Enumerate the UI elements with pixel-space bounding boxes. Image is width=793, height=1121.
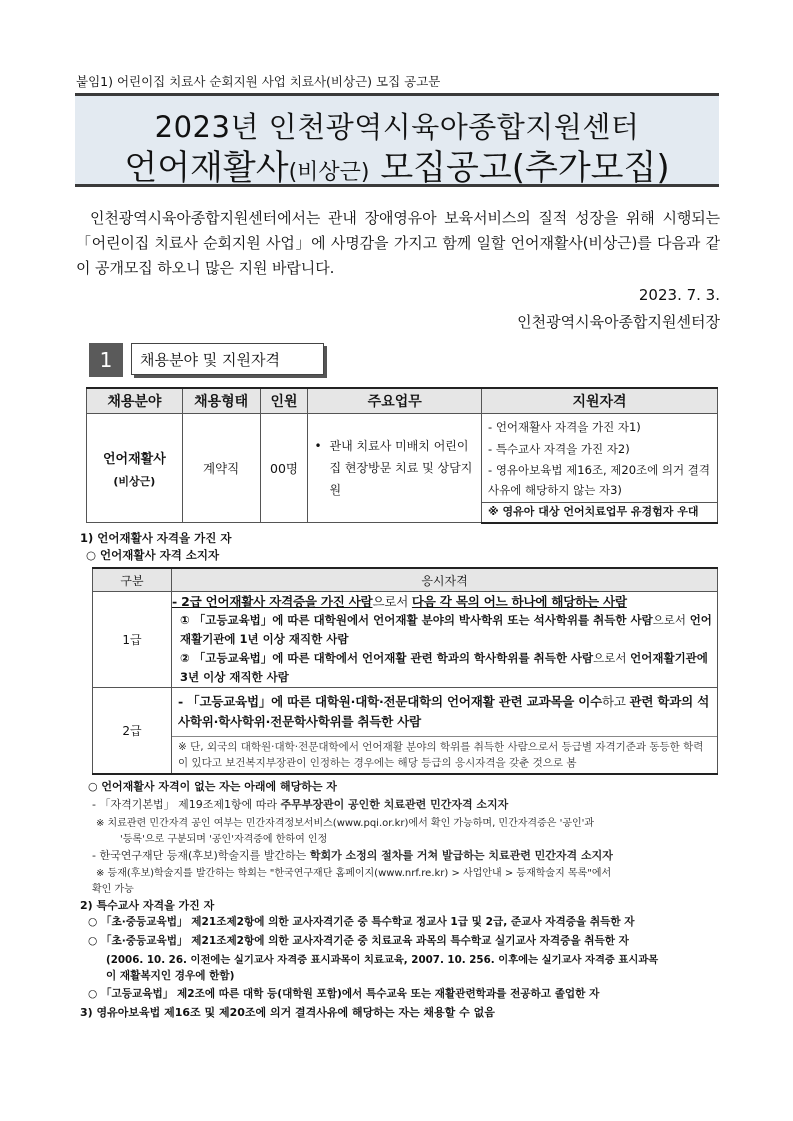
line-private-cert: - 「자격기본법」 제19조제1항에 따라 주무부장관이 공인한 치료관련 민간자격 소지자: [92, 798, 509, 811]
field-cell: [87, 414, 183, 523]
duty-desc: 관내 치료사 미배치 어린이집 현장방문 치료 및 상담지원: [329, 439, 473, 497]
field-sub: (비상근): [113, 474, 156, 488]
grade-1-item-1: ① 「고등교육법」에 따른 대학원에서 언어재활 분야의 박사학위 또는 석사학위를 취득한 사람으로서 언어재활기관에 1년 이상 재직한 사람: [180, 613, 712, 646]
field-name: 언어재활사: [102, 451, 166, 467]
qualification-note: ※ 영유아 대상 언어치료업무 유경험자 우대: [488, 505, 699, 519]
grade-table: [92, 567, 718, 775]
line-no-license: ○ 언어재활사 자격이 없는 자는 아래에 해당하는 자: [88, 780, 337, 793]
signer: 인천광역시육아종합지원센터장: [517, 313, 720, 331]
grade-2-note: ※ 단, 외국의 대학원·대학·전문대학에서 언어재활 분야의 학위를 취득한 사람으로서 등급별 자격기준과 동등한 학력이 있다고 보건복지부장관이 인정하는 경우에는 해당 등급의 응시자격을 갖춘 것으로 봄: [172, 736, 717, 773]
title-line2: [75, 140, 719, 189]
intro-paragraph: 인천광역시육아종합지원센터에서는 관내 장애영유아 보육서비스의 질적 성장을 위해 시행되는 「어린이집 치료사 순회지원 사업」에 사명감을 가지고 함께 일할 언어재활사(비상근)를 다음과 같이 공개모집 하오니 많은 지원 바랍니다.: [76, 209, 720, 277]
recruitment-table: [86, 387, 718, 524]
title-line2-sub: (비상근): [288, 160, 370, 185]
title-line1: 2023년 인천광역시육아종합지원센터: [154, 110, 640, 144]
line-special-teacher-4: 이 재활복지인 경우에 한함): [106, 970, 235, 982]
line-special-teacher-1: ○ 「초·중등교육법」 제21조제2항에 의한 교사자격기준 중 특수학교 정교사 1급 및 2급, 준교사 자격증을 취득한 자: [88, 916, 635, 928]
header-eligibility: 응시자격: [172, 568, 718, 592]
footnote2-title: 2) 특수교사 자격을 가진 자: [80, 899, 215, 912]
type-cell: 계약직: [182, 414, 260, 523]
line-society-note-1: ※ 등재(후보)학술지를 발간하는 학회는 "한국연구재단 홈페이지(www.nrf.re.kr) > 사업안내 > 등재학술지 목록"에서: [96, 868, 612, 879]
qualification-item: - 특수교사 자격을 가진 자2): [488, 442, 630, 456]
count-cell: 00명: [260, 414, 308, 523]
section-number: 1: [89, 343, 123, 377]
line-special-teacher-3: (2006. 10. 26. 이전에는 실기교사 자격증 표시과목이 치료교육, 2007. 10. 256. 이후에는 실기교사 자격증 표시과목: [106, 954, 659, 966]
grade-1-item-2: ② 「고등교육법」에 따른 대학에서 언어재활 관련 학과의 학사학위를 취득한 사람으로서 언어재활기관에 3년 이상 재직한 사람: [180, 651, 708, 684]
attachment-label: 붙임1) 어린이집 치료사 순회지원 사업 치료사(비상근) 모집 공고문: [76, 74, 441, 89]
qualification-note-cell: [482, 503, 718, 523]
title-box: [75, 93, 719, 187]
grade-2-label: 2급: [93, 688, 172, 775]
line-society-note-2: 확인 가능: [92, 884, 134, 895]
grade-1-content: [172, 592, 718, 688]
header-count: 인원: [260, 388, 308, 414]
header-duty: 주요업무: [308, 388, 482, 414]
line-society-cert: - 한국연구재단 등재(후보)학술지를 발간하는 학회가 소정의 절차를 거쳐 발급하는 치료관련 민간자격 소지자: [92, 849, 613, 862]
line-cert-note-1: ※ 치료관련 민간자격 공인 여부는 민간자격정보서비스(www.pqi.or.kr)에서 확인 가능하며, 민간자격증은 '공인'과: [96, 818, 595, 829]
line-special-teacher-5: ○ 「고등교육법」 제2조에 따른 대학 등(대학원 포함)에서 특수교육 또는 재활관련학과를 전공하고 졸업한 자: [88, 988, 600, 1000]
qualification-item: - 영유아보육법 제16조, 제20조에 의거 결격사유에 해당하지 않는 자3): [488, 463, 711, 497]
grade-1-main: - 2급 언어재활사 자격증을 가진 사람으로서 다음 각 목의 어느 하나에 해당하는 사람: [172, 594, 627, 609]
qualification-list: [482, 414, 717, 500]
grade-1-label: 1급: [93, 592, 172, 688]
title-line2-rest: 모집공고(추가모집): [369, 148, 670, 188]
duty-cell: [308, 414, 482, 523]
section-title: 채용분야 및 지원자격: [131, 343, 324, 375]
duty-text: [308, 435, 481, 501]
footnote3: 3) 영유아보육법 제16조 및 제20조에 의거 결격사유에 해당하는 자는 채용할 수 없음: [80, 1006, 495, 1019]
footnote1-sub: ○ 언어재활사 자격 소지자: [86, 548, 220, 562]
duty-bullet: •: [314, 439, 322, 453]
qualification-cell: [482, 414, 718, 503]
title-line2-main: 언어재활사: [124, 148, 289, 188]
header-field: 채용분야: [87, 388, 183, 414]
grade-2-main: - 「고등교육법」에 따른 대학원·대학·전문대학의 언어재활 관련 교과목을 이수하고 관련 학과의 석사학위·학사학위·전문학사학위를 취득한 사람: [178, 694, 710, 729]
notice-date: 2023. 7. 3.: [638, 286, 720, 304]
footnote1-title: 1) 언어재활사 자격을 가진 자: [80, 531, 232, 545]
header-type: 채용형태: [182, 388, 260, 414]
header-qualification: 지원자격: [482, 388, 718, 414]
qualification-item: - 언어재활사 자격을 가진 자1): [488, 420, 641, 434]
line-special-teacher-2: ○ 「초·중등교육법」 제21조제2항에 의한 교사자격기준 중 치료교육 과목의 특수학교 실기교사 자격증을 취득한 자: [88, 935, 629, 947]
line-cert-note-2: '등록'으로 구분되며 '공인'자격증에 한하여 인정: [120, 834, 328, 845]
grade-2-content: [172, 688, 718, 775]
header-grade: 구분: [93, 568, 172, 592]
